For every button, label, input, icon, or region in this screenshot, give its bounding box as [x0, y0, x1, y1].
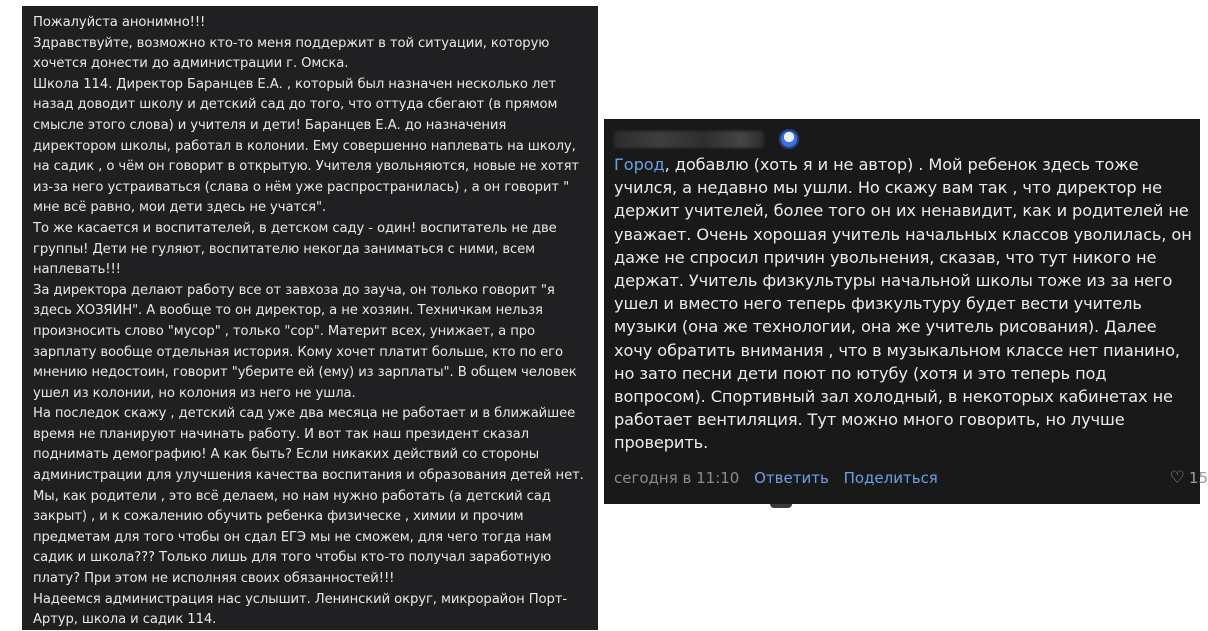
- comment-line: держат. Учитель физкультуры начальной школы тоже из за него: [614, 271, 1173, 291]
- comment-line: вопросом). Спортивный зал холодный, в некоторых кабинетах не: [614, 387, 1173, 407]
- comment-line: работает вентиляция. Тут можно много говорить, но лучше: [614, 410, 1125, 430]
- post-line: То же касается и воспитателей, в детском саду - один! воспитатель не две: [33, 220, 557, 236]
- comment-author-row: [614, 127, 1200, 153]
- post-line: Артур, школа и садик 114.: [33, 612, 217, 628]
- post-line: Мы, как родители , это всё делаем, но нам нужно работать (а детский сад: [33, 488, 551, 504]
- comment-first-line: [614, 153, 1200, 176]
- post-line: предметам для того чтобы он сдал ЕГЭ мы не сможем, для чего тогда нам: [33, 529, 552, 545]
- next-comment-avatar: [770, 504, 792, 508]
- post-line: зарплату вообще отдельная история. Кому хочет платит больше, кто по его: [33, 344, 563, 360]
- post-line: На последок скажу , детский сад уже два месяца не работает и в ближайшее: [33, 406, 576, 422]
- comment-timestamp: сегодня в 11:10: [614, 469, 740, 487]
- comment-card: [604, 119, 1208, 504]
- anonymous-post: [22, 6, 598, 630]
- like-count: 15: [1188, 469, 1208, 487]
- comment-line: учился, а недавно мы ушли. Но скажу вам так , что директор не: [614, 178, 1162, 198]
- post-line: наплевать!!!: [33, 262, 121, 278]
- comment-line: даже не спросил причин увольнения, сказав, что тут никого не: [614, 247, 1157, 267]
- comment-footer: [614, 468, 1208, 488]
- post-line: плату? При этом не исполняя своих обязанностей!!!: [33, 571, 395, 587]
- post-line: здесь ХОЗЯИН". А вообще то он директор, а не хозяин. Техничкам нельзя: [33, 303, 543, 319]
- post-line: назад доводит школу и детский сад до того, что оттуда сбегают (в прямом: [33, 97, 558, 113]
- heart-outline-icon: ♡: [1169, 468, 1185, 488]
- post-line: хочется донести до администрации г. Омска.: [33, 56, 349, 72]
- post-line: из-за него устраиваться (слава о нём уже распространилась) , а он говорит ": [33, 179, 570, 195]
- comment-line: ушел и вместо него теперь физкультуру будет вести учитель: [614, 294, 1142, 314]
- post-line: Школа 114. Директор Баранцев Е.А. , который был назначен несколько лет: [33, 76, 556, 92]
- post-line: Пожалуйста анонимно!!!: [33, 15, 206, 30]
- post-line: Надеемся администрация нас услышит. Ленинский округ, микрорайон Порт-: [33, 591, 568, 607]
- post-line: ушел из колонии, но колония из него не ушла.: [33, 385, 356, 401]
- comment-text: [614, 153, 1200, 455]
- comment-line: держит учителей, более того он их ненавидит, как и родителей не: [614, 201, 1189, 221]
- post-line: садик и школа??? Только лишь для того чтобы кто-то получал заработную: [33, 550, 552, 566]
- post-line: закрыт) , и к сожалению обучить ребенка физическе , химии и прочим: [33, 509, 524, 525]
- comment-line: хочу обратить внимания , что в музыкальном классе нет пианино,: [614, 340, 1180, 360]
- comment-line: музыки (она же технологии, она же учитель рисования). Далее: [614, 317, 1157, 337]
- post-text: [33, 13, 598, 631]
- comment-first-line-rest: , добавлю (хоть я и не автор) . Мой ребенок здесь тоже: [664, 155, 1139, 174]
- post-line: смысле этого слова) и учителя и дети! Баранцев Е.А. до назначения: [33, 117, 507, 133]
- post-line: время не планируют начинать работу. И вот так наш президент сказал: [33, 426, 529, 442]
- author-badge-icon: [779, 129, 799, 149]
- share-button[interactable]: Поделиться: [843, 469, 938, 487]
- post-line: Здравствуйте, возможно кто-то меня поддержит в той ситуации, которую: [33, 35, 550, 51]
- post-line: мне всё равно, мои дети здесь не учатся".: [33, 200, 327, 216]
- comment-line: уважает. Очень хорошая учитель начальных классов уволилась, он: [614, 224, 1192, 244]
- comment-line: проверить.: [614, 433, 709, 453]
- post-line: произносить слово "мусор" , только "сор". Материт всех, унижает, а про: [33, 323, 535, 339]
- comment-line: но зато песни дети поют по ютубу (хотя и это теперь под: [614, 363, 1107, 383]
- mention-link[interactable]: Город: [614, 155, 665, 174]
- post-line: группы! Дети не гуляют, воспитателю некогда заниматься с ними, всем: [33, 241, 536, 257]
- post-line: За директора делают работу все от завхоза до зауча, он только говорит "я: [33, 282, 555, 298]
- post-line: администрации для улучшения качества воспитания и образования детей нет.: [33, 468, 584, 484]
- post-line: директором школы, работал в колонии. Ему совершенно наплевать на школу,: [33, 138, 576, 154]
- like-button[interactable]: [1170, 468, 1208, 488]
- reply-button[interactable]: Ответить: [754, 469, 829, 487]
- post-line: на садик , о чём он говорит в открытую. Учителя увольняются, новые не хотят: [33, 159, 580, 175]
- post-line: мнению недостоин, говорит "уберите ей (ему) из зарплаты". В общем человек: [33, 365, 577, 381]
- author-name-redacted[interactable]: [614, 131, 764, 148]
- post-line: поднимать демографию! А как быть? Если никаких действий со стороны: [33, 447, 540, 463]
